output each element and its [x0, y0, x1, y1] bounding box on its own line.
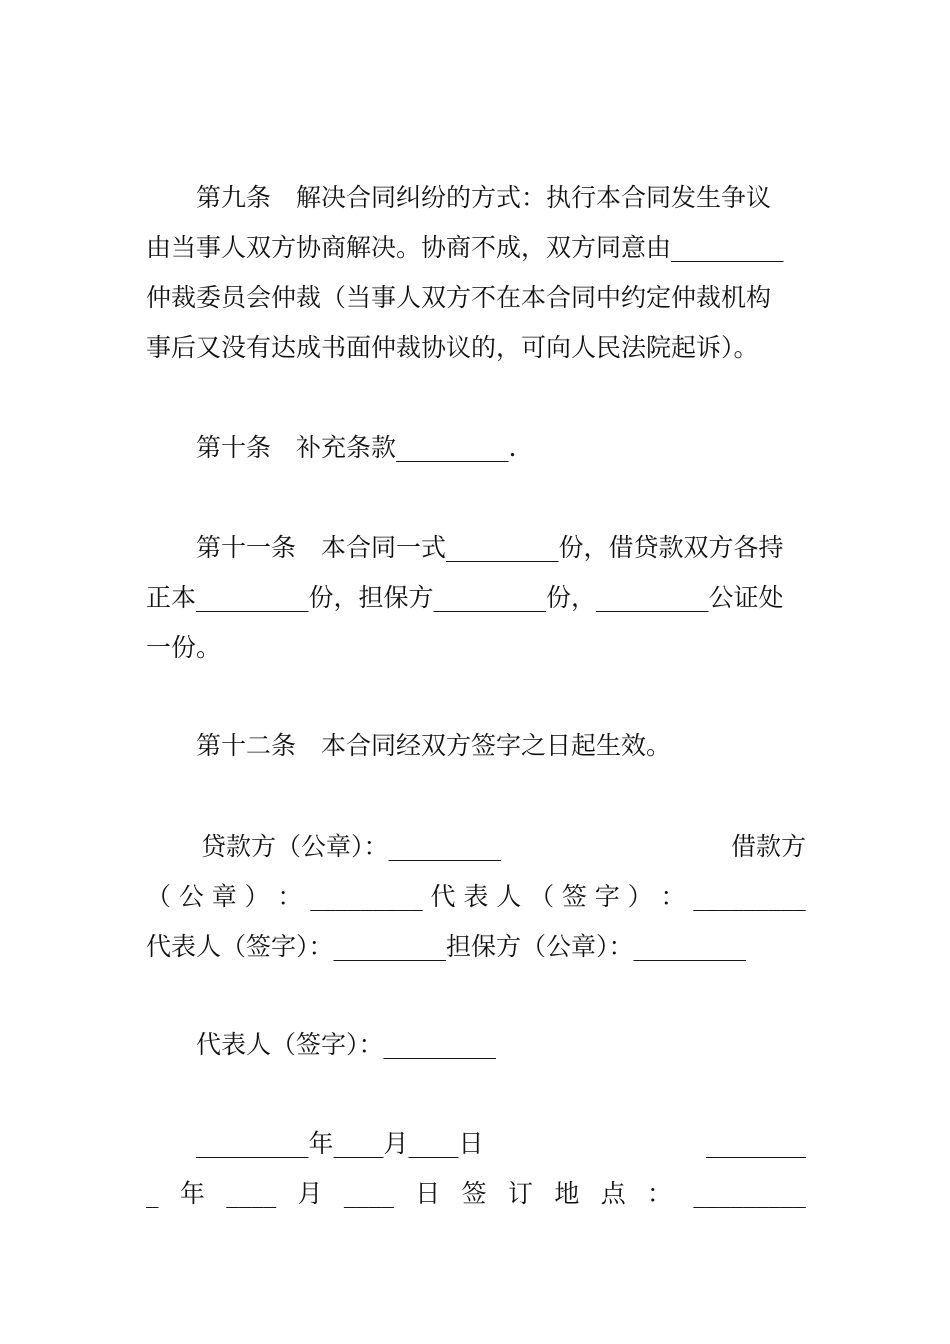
date2-token: 年 — [179, 1179, 205, 1208]
sig2-token: 人 — [496, 882, 522, 911]
borrower-seal-blank: _________ — [310, 882, 423, 911]
article-9-line-4: 事后又没有达成书面仲裁协议的，可向人民法院起诉）。 — [146, 333, 759, 362]
sig2-token: 代 — [430, 882, 456, 911]
sig2-token: ） — [627, 882, 653, 911]
sig2-token: ： — [277, 882, 303, 911]
date2-token: 月 — [297, 1179, 323, 1208]
date2-token: ____ — [343, 1179, 394, 1208]
article-11-line-3: 一份。 — [146, 633, 222, 662]
sig2-token: 字 — [594, 882, 620, 911]
date2-token: 地 — [554, 1179, 580, 1208]
signature-line-4: 代表人（签字）：_________ — [196, 1030, 497, 1059]
signature-line-1 — [146, 822, 806, 872]
date2-token: _ — [146, 1179, 159, 1208]
lender-seal-field: 贷款方（公章）：_________ — [201, 832, 502, 861]
signing-place-blank: _________ — [693, 1179, 806, 1208]
date-line-1 — [146, 1119, 806, 1169]
representative-signature-blank: _________ — [693, 882, 806, 911]
article-9-line-3: 仲裁委员会仲裁（当事人双方不在本合同中约定仲裁机构 — [146, 283, 772, 312]
sig2-token: 表 — [463, 882, 489, 911]
article-10-line-1: 第十条 补充条款_________. — [196, 433, 517, 462]
sig2-token: （ — [529, 882, 555, 911]
sig2-token: 签 — [561, 882, 587, 911]
article-9-line-1: 第九条 解决合同纠纷的方式：执行本合同发生争议 — [196, 183, 772, 212]
sig2-token: 章 — [211, 882, 237, 911]
sig2-token: 公 — [178, 882, 204, 911]
borrower-date-blank: ________ — [706, 1129, 806, 1158]
date2-token: ____ — [226, 1179, 277, 1208]
article-11-line-1: 第十一条 本合同一式_________份，借贷款双方各持 — [196, 533, 784, 562]
signature-line-3: 代表人（签字）：_________担保方（公章）：_________ — [146, 932, 747, 961]
article-11-line-2: 正本_________份，担保方_________份，_________公证处 — [146, 583, 784, 612]
article-9-line-2: 由当事人双方协商解决。协商不成，双方同意由_________ — [146, 233, 784, 262]
sig2-token: ） — [244, 882, 270, 911]
borrower-heading: 借款方 — [730, 832, 806, 861]
sig2-token: （ — [146, 882, 172, 911]
lender-date: _________年____月____日 — [196, 1129, 484, 1158]
date2-token: 日 — [415, 1179, 441, 1208]
date2-token: ： — [647, 1179, 673, 1208]
date2-token: 点 — [600, 1179, 626, 1208]
article-12-line-1: 第十二条 本合同经双方签字之日起生效。 — [196, 731, 672, 760]
date2-token: 订 — [507, 1179, 533, 1208]
sig2-token: ： — [660, 882, 686, 911]
date2-token: 签 — [461, 1179, 487, 1208]
signature-line-2 — [146, 872, 806, 922]
date-line-2 — [146, 1169, 806, 1219]
